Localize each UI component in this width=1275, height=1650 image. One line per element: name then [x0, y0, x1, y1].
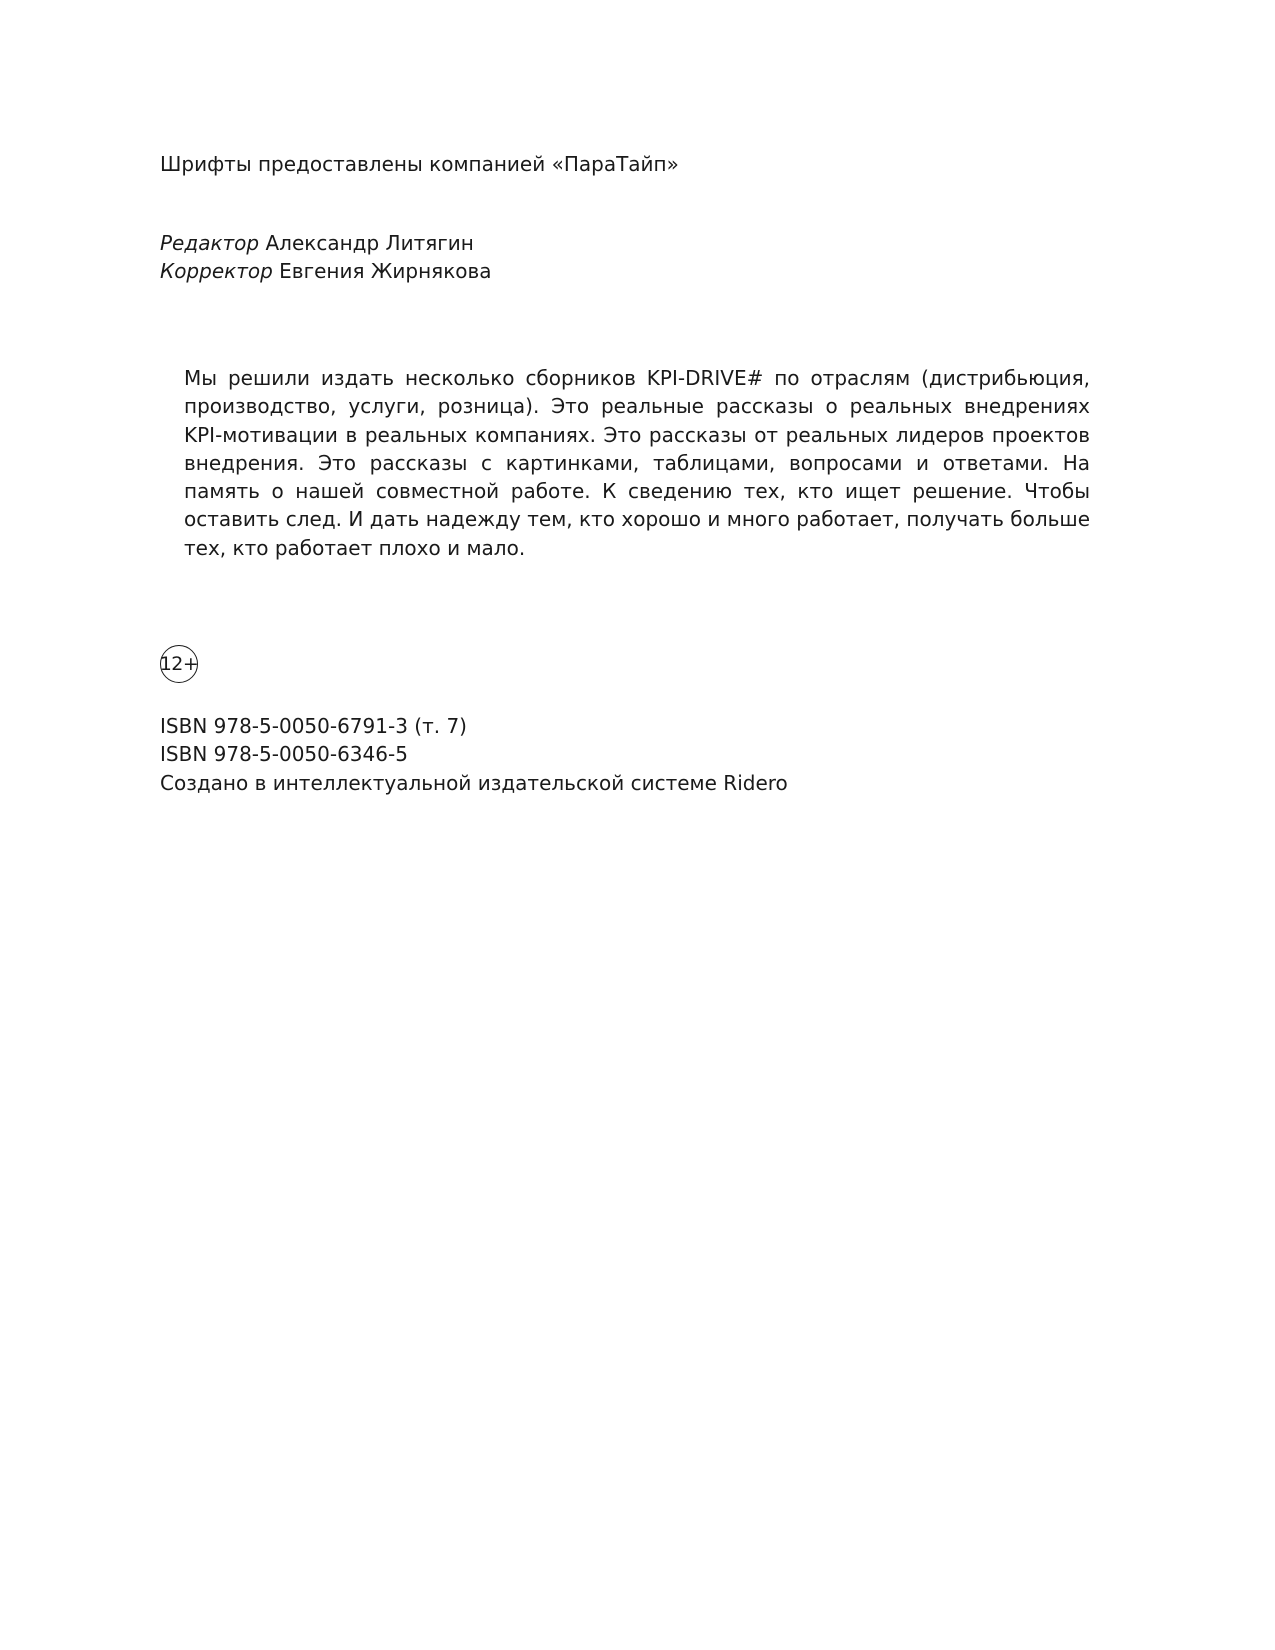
created-with-note: Создано в интеллектуальной издательской системе Ridero	[160, 771, 788, 795]
isbn-volume: ISBN 978-5-0050-6791-3 (т. 7)	[160, 714, 467, 738]
corrector-role: Корректор	[160, 259, 273, 283]
corrector-credit	[160, 257, 492, 285]
editor-credit	[160, 229, 474, 257]
corrector-name: Евгения Жирнякова	[279, 259, 492, 283]
age-rating-badge: 12+	[160, 645, 198, 683]
isbn-series: ISBN 978-5-0050-6346-5	[160, 742, 408, 766]
editor-name: Александр Литягин	[265, 231, 474, 255]
about-paragraph: Мы решили издать несколько сборников KPI-DRIVE# по отраслям (дистрибьюция, производство, услуги, розница). Это реальные рассказы о реальных внедрениях KPI-мотивации в реальных компаниях. Это рассказы от реальных лидеров проектов внедрения. Это рассказы с картинками, таблицами, вопросами и ответами. На память о нашей совместной работе. К сведению тех, кто ищет решение. Чтобы оставить след. И дать надежду тем, кто хорошо и много работает, получать больше тех, кто работает плохо и мало.	[184, 366, 1090, 560]
editor-role: Редактор	[160, 231, 260, 255]
fonts-credit: Шрифты предоставлены компанией «ПараТайп»	[160, 152, 679, 176]
